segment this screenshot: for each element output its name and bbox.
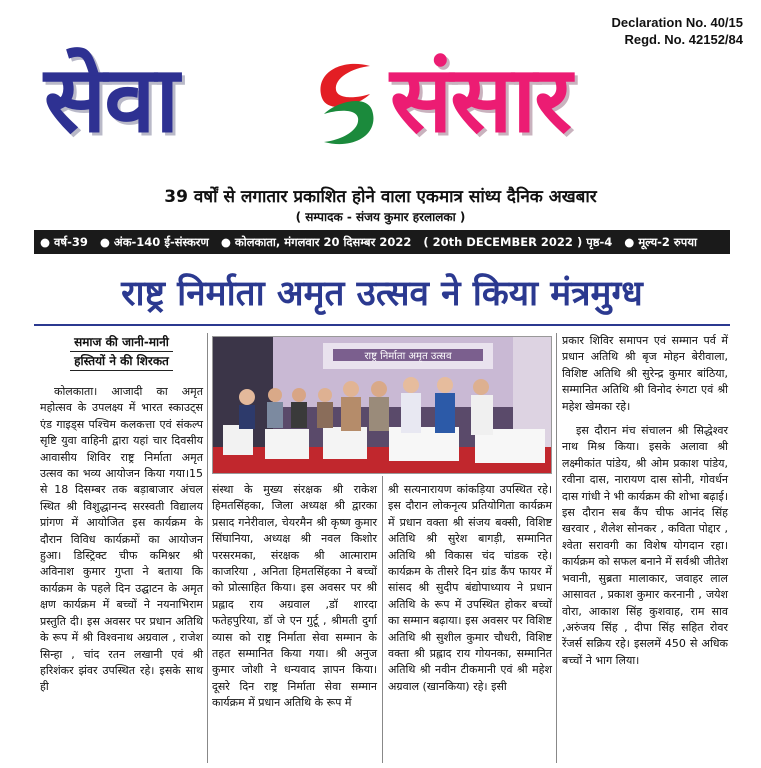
event-photo <box>212 336 552 474</box>
swirl-logo-icon <box>300 54 392 154</box>
stage-banner-text: राष्ट्र निर्माता अमृत उत्सव <box>364 351 452 362</box>
column-divider-2 <box>382 476 383 763</box>
declaration-number: Declaration No. 40/15 <box>611 15 743 30</box>
column-divider-3 <box>556 333 557 763</box>
issue-info-bar <box>34 230 730 254</box>
article-column-2 <box>212 482 377 712</box>
issue-date-hindi: ● कोलकाता, मंगलवार 20 दिसम्बर 2022 <box>220 235 412 249</box>
headline-rule <box>34 324 730 326</box>
masthead-title-sansar: संसार <box>390 46 570 153</box>
column-2-text: संस्था के मुख्य संरक्षक श्री राकेश हिमतसिंहका, जिला अध्यक्ष श्री द्वारका प्रसाद गनेरीवाल, चेयरमैन श्री कृष्ण कुमार सिंघानिया, अध्यक्ष श्री नवल किशोर परसरमका, संरक्षक श्री आत्माराम काजरिया , अनिता हिमतसिंहका ने बच्चों को प्रोत्साहित किया। इस अवसर पर श्री प्रह्लाद राय अग्रवाल ,डॉ शारदा फतेहपुरिया, डॉ जे एन गुर्टू , श्रीमती दुर्गा व्यास को राष्ट्र निर्माता सेवा सम्मान के तहत सम्मानित किया गया। श्री अनुज कुमार जोशी ने धन्यवाद ज्ञापन किया। दूसरे दिन राष्ट्र निर्माता सेवा सम्मान कार्यक्रम में प्रधान अतिथि के रूप में <box>212 483 377 710</box>
issue-year: ● वर्ष-39 <box>40 235 88 249</box>
column-4-text-a: प्रकार शिविर समापन एवं सम्मान पर्व में प्रधान अतिथि श्री बृज मोहन बेरीवाला, विशिष्ट अतिथि श्री सुरेन्द्र कुमार बांठिया, सम्मानित अतिथि श्री विनोद रुंगटा एवं श्री महेश खेमका रहे। <box>562 334 728 413</box>
masthead-title-seva: सेवा <box>44 46 178 153</box>
tagline: 39 वर्षों से लगातार प्रकाशित होने वाला एकमात्र सांध्य दैनिक अखबार <box>164 187 597 207</box>
subheading-line-1: समाज की जानी-मानी <box>70 333 173 352</box>
column-divider-1 <box>207 333 208 763</box>
column-1-text: कोलकाता। आजादी का अमृत महोत्सव के उपलक्ष्य में भारत स्काउट्स एंड गाइड्स पश्चिम कलकत्ता एवं संकल्प सृष्टि युवा वाहिनी द्वारा यहां चार दिवसीय आवासीय शिविर राष्ट्र निर्माता अमृत उत्सव का भव्य आयोजन किया गया।15 से 18 दिसम्बर तक बड़ाबाजार अंचल स्थित श्री विशुद्धानन्द सरस्वती विद्यालय प्रांगण में आयोजित इस कार्यक्रम के दौरान विविध कार्यक्रमों का आयोजन हुआ। डिस्ट्रिक्ट चीफ कमिश्नर श्री अविनाश कुमार गुप्ता ने बताया कि कार्यक्रम के पहले दिन उद्घाटन के अमृत क्षण कार्यक्रम में बच्चों ने नयनाभिराम प्रस्तुति दी। इस अवसर पर प्रधान अतिथि के रूप में श्री विश्वनाथ अग्रवाल , राजेश सिन्हा , चांद रतन लखानी एवं श्री हरिशंकर झंवर उपस्थित रहे। इसके साथ ही <box>40 385 203 694</box>
article-column-3 <box>388 482 552 695</box>
column-3-text: श्री सत्यनारायण कांकड़िया उपस्थित रहे। इस दौरान लोकनृत्य प्रतियोगिता कार्यक्रम में प्रधान वक्ता श्री संजय बक्सी, विशिष्ट अतिथि श्री सुरेश बागड़ी, सम्मानित अतिथि श्री विकास चंद चांडक रहे। कार्यक्रम के तीसरे दिन ग्रांड कैंप फायर में सांसद श्री सुदीप बंद्योपाध्याय ने प्रधान अतिथि के रूप में उपस्थित होकर बच्चों का सम्मान बढ़ाया। इस अवसर पर विशिष्ट अतिथि श्री सुशील कुमार चौधरी, विशिष्ट वक्ता श्री प्रह्लाद राय गोयनका, सम्मानित अतिथि श्री नवीन टीकमानी एवं श्री महेश अग्रवाल (खानकिया) रहे। इसी <box>388 483 552 693</box>
issue-price: ● मूल्य-2 रुपया <box>624 235 697 249</box>
column-4-text-b: इस दौरान मंच संचालन श्री सिद्धेश्वर नाथ मिश्र किया। इसके अलावा श्री लक्ष्मीकांत पांडेय, श्री ओम प्रकाश पांडेय, रवीना दास, नारायण दास सोनी, गोवर्धन दास गांधी ने भी कार्यक्रम की शोभा बढ़ाई। इस दौरान सब कैंप चीफ आनंद सिंह खरवार , शैलेश सोनकर , कविता पोद्दार , श्वेता सरावगी का विशेष योगदान रहा। कार्यक्रम को सफल बनाने में सर्वश्री जीतेश भवानी, सुब्रता मालाकार, जवाहर लाल आसावत , प्रकाश कुमार करनानी , जयेश वोरा, आकाश सिंह कुशवाह, राम साव ,अरुंजय सिंह , दीपा सिंह सहित रोवर रेंजर्स सक्रिय रहे। इसलमें 450 से अधिक बच्चों ने भाग लिया। <box>562 424 728 667</box>
masthead <box>38 36 738 176</box>
stage-photo-icon <box>213 337 551 473</box>
issue-number: ● अंक-140 ई-संस्करण <box>99 235 209 249</box>
registration-number: Regd. No. 42152/84 <box>624 32 743 47</box>
article-column-4 <box>562 333 728 669</box>
issue-date-english: ( 20th DECEMBER 2022 ) पृष्ठ-4 <box>423 235 613 249</box>
article-column-1 <box>40 384 203 696</box>
subheading <box>40 333 203 371</box>
article-headline: राष्ट्र निर्माता अमृत उत्सव ने किया मंत्रमुग्ध <box>121 274 643 314</box>
editor-line: ( सम्पादक - संजय कुमार हरलालका ) <box>295 210 466 224</box>
subheading-line-2: हस्तियों ने की शिरकत <box>70 352 173 371</box>
